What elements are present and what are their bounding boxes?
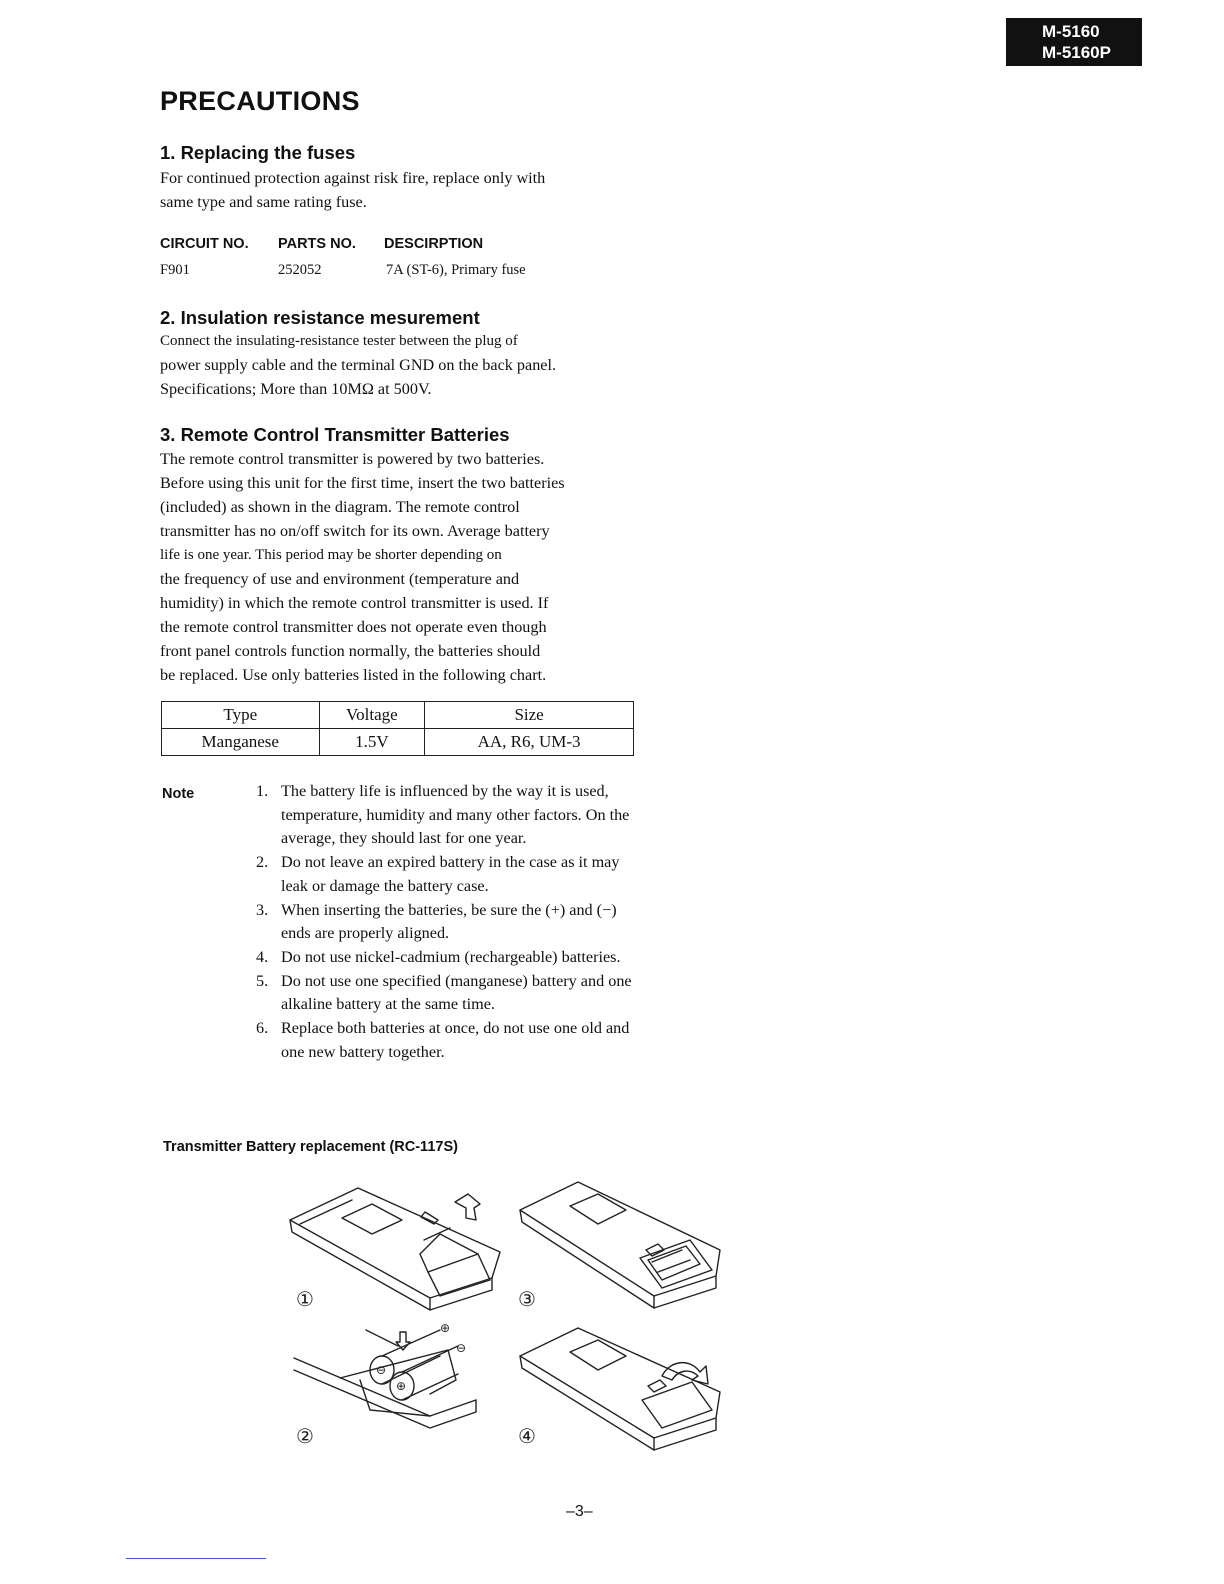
step-4-label: ④ — [518, 1424, 536, 1448]
note-number: 5. — [256, 971, 269, 990]
section-3-line: The remote control transmitter is powered by two batteries. — [160, 450, 545, 468]
polarity-plus-icon: ⊕ — [396, 1379, 407, 1393]
note-number: 1. — [256, 782, 269, 800]
figure-title: Transmitter Battery replacement (RC-117S) — [163, 1139, 458, 1155]
note-text: Do not use nickel-cadmium (rechargeable) batteries. — [281, 947, 621, 966]
note-text: Replace both batteries at once, do not use one old and one new battery together. — [281, 1019, 630, 1061]
page-number: –3– — [566, 1503, 593, 1520]
step-1-label: ① — [296, 1287, 314, 1311]
note-number: 4. — [256, 947, 269, 966]
section-1-heading: 1. Replacing the fuses — [160, 142, 356, 163]
model-line-2: M-5160P — [1042, 43, 1111, 62]
section-2-line: Specifications; More than 10MΩ at 500V. — [160, 380, 432, 398]
step-2-illustration — [294, 1330, 476, 1428]
polarity-plus-icon: ⊕ — [440, 1321, 451, 1335]
polarity-minus-icon: ⊖ — [376, 1363, 387, 1377]
battery-header-voltage: Voltage — [319, 702, 425, 729]
model-badge — [1006, 18, 1142, 66]
note-label: Note — [162, 786, 195, 802]
section-3-line: (included) as shown in the diagram. The remote control — [160, 498, 520, 516]
fuse-header-parts: PARTS NO. — [278, 236, 356, 252]
polarity-minus-icon: ⊖ — [456, 1341, 467, 1355]
battery-replacement-diagram — [280, 1180, 740, 1465]
section-2-line: power supply cable and the terminal GND on the back panel. — [160, 356, 557, 374]
section-3-line: front panel controls function normally, the batteries should — [160, 642, 541, 660]
fuse-parts-value: 252052 — [278, 262, 322, 278]
section-3-heading: 3. Remote Control Transmitter Batteries — [160, 424, 510, 445]
note-number: 3. — [256, 900, 269, 919]
note-list — [256, 780, 646, 1064]
note-text: When inserting the batteries, be sure the (+) and (−) ends are properly aligned. — [281, 900, 617, 943]
section-3-line: transmitter has no on/off switch for its own. Average battery — [160, 522, 550, 540]
section-3-line: humidity) in which the remote control transmitter is used. If — [160, 594, 549, 612]
list-item — [256, 946, 646, 970]
section-3-body — [160, 447, 640, 687]
battery-header-size: Size — [425, 702, 634, 729]
page-title: PRECAUTIONS — [160, 86, 360, 116]
section-3-line: the frequency of use and environment (temperature and — [160, 570, 520, 588]
section-1-body — [160, 166, 640, 214]
note-number: 6. — [256, 1019, 269, 1038]
section-3-line: be replaced. Use only batteries listed in the following chart. — [160, 666, 547, 684]
step-1-illustration — [290, 1188, 500, 1310]
list-item — [256, 851, 646, 898]
section-1-line: For continued protection against risk fire, replace only with — [160, 169, 546, 187]
step-3-illustration — [520, 1182, 720, 1308]
section-3-line: the remote control transmitter does not operate even though — [160, 618, 547, 636]
battery-voltage-value: 1.5V — [319, 729, 425, 756]
footer-divider — [126, 1558, 266, 1559]
section-1-line: same type and same rating fuse. — [160, 193, 367, 211]
section-2-heading: 2. Insulation resistance mesurement — [160, 307, 480, 328]
note-text: The battery life is influenced by the way it is used, temperature, humidity and many other factors. On the average, they should last for one year. — [281, 782, 630, 848]
list-item — [256, 1017, 646, 1064]
battery-type-value: Manganese — [162, 729, 320, 756]
battery-size-value: AA, R6, UM-3 — [425, 729, 634, 756]
section-2-line: Connect the insulating-resistance tester between the plug of — [160, 333, 518, 349]
step-3-label: ③ — [518, 1287, 536, 1311]
battery-table — [161, 701, 634, 756]
section-3-line: Before using this unit for the first time, insert the two batteries — [160, 474, 565, 492]
fuse-header-circuit: CIRCUIT NO. — [160, 236, 249, 252]
list-item — [256, 899, 646, 946]
battery-header-type: Type — [162, 702, 320, 729]
section-2-body — [160, 329, 640, 401]
model-line-1: M-5160 — [1042, 22, 1100, 41]
fuse-circuit-value: F901 — [160, 262, 190, 278]
step-2-label: ② — [296, 1424, 314, 1448]
note-text: Do not use one specified (manganese) battery and one alkaline battery at the same time. — [281, 971, 632, 1014]
table-row — [162, 729, 634, 756]
note-number: 2. — [256, 853, 269, 872]
list-item — [256, 780, 646, 851]
step-4-illustration — [520, 1328, 720, 1450]
note-text: Do not leave an expired battery in the case as it may leak or damage the battery case. — [281, 853, 620, 895]
table-header-row — [162, 702, 634, 729]
fuse-header-description: DESCIRPTION — [384, 236, 484, 252]
fuse-description-value: 7A (ST-6), Primary fuse — [386, 262, 526, 278]
list-item — [256, 970, 646, 1017]
section-3-line: life is one year. This period may be shorter depending on — [160, 547, 502, 563]
